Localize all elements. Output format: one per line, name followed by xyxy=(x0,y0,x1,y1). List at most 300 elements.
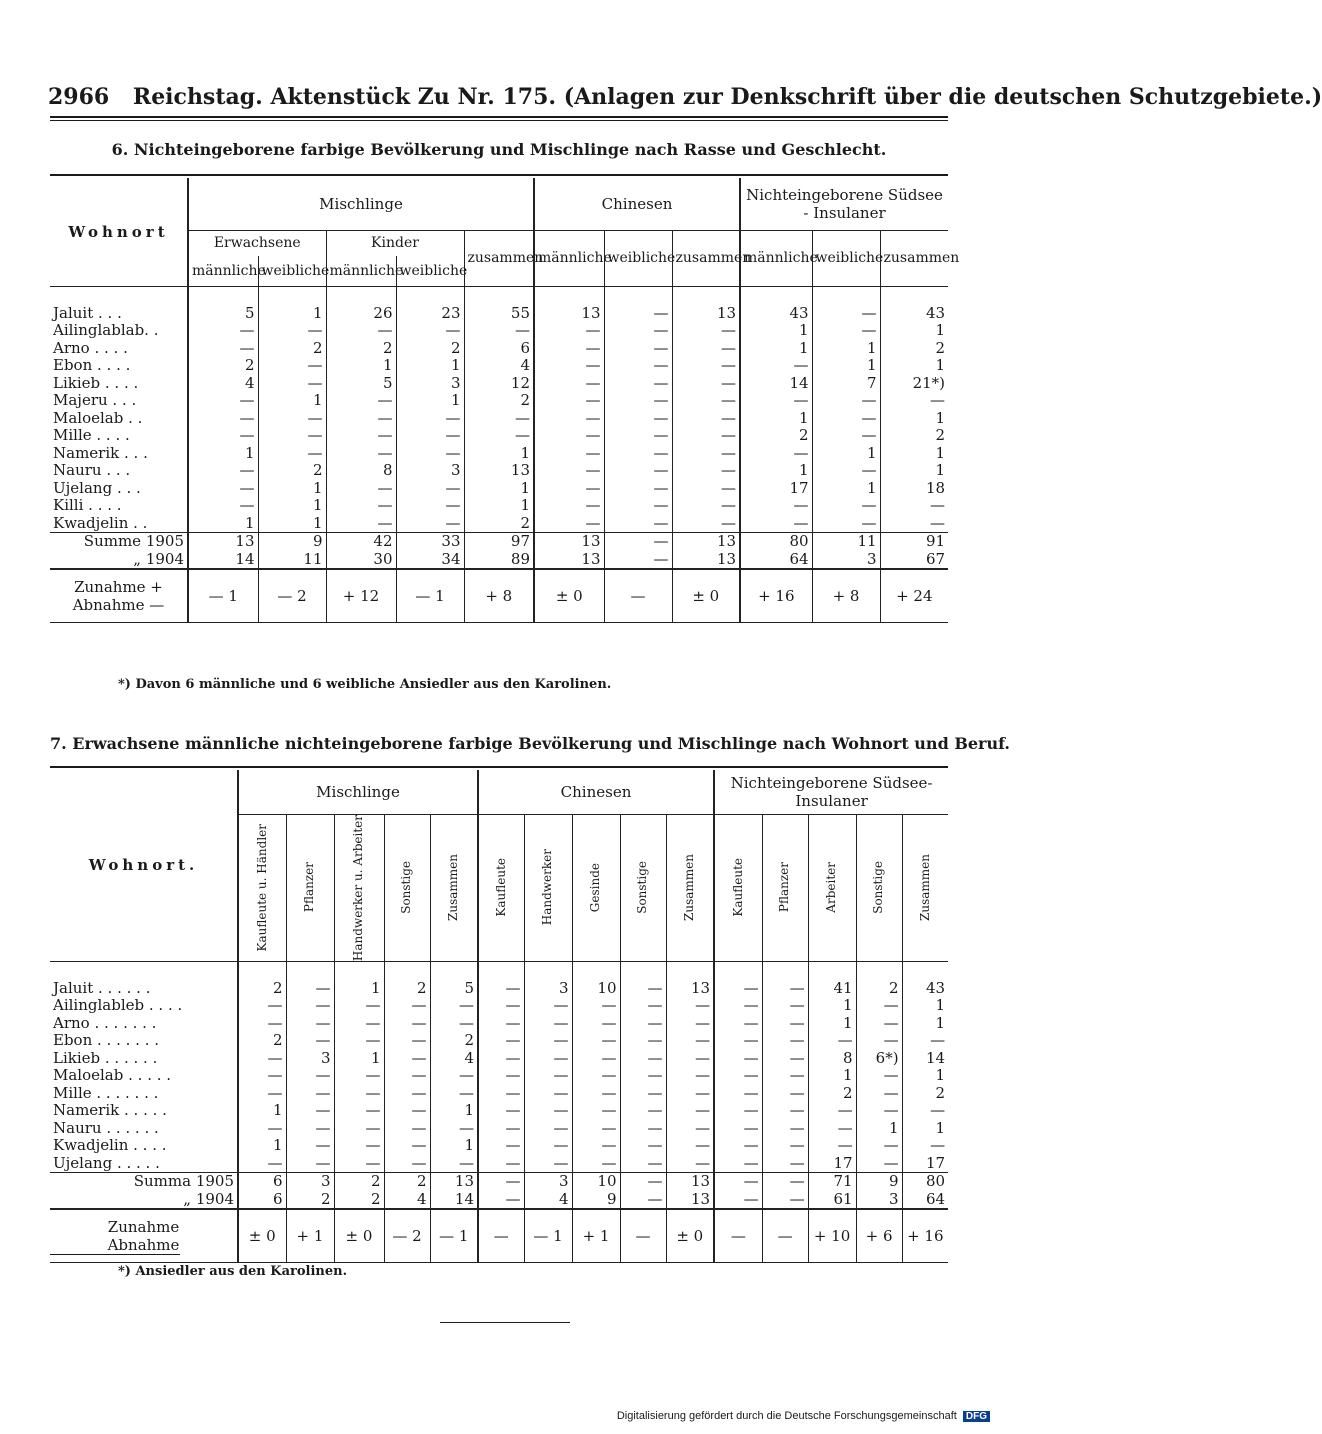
cell-value: — xyxy=(902,1032,948,1050)
cell-value: — xyxy=(334,1155,384,1173)
row-label: Arno . . . . . . . xyxy=(53,1013,157,1032)
cell-value: 3 xyxy=(396,462,464,480)
cell-value: 13 xyxy=(534,286,604,322)
cell-value: 6*) xyxy=(856,1050,902,1068)
table7-col-header xyxy=(334,814,384,961)
decrease-label: Abnahme — xyxy=(72,596,165,614)
cell-value: — xyxy=(464,322,534,340)
header-rule xyxy=(50,116,948,118)
cell-value: 23 xyxy=(396,286,464,322)
cell-value: — xyxy=(396,322,464,340)
cell-value: — xyxy=(188,480,258,498)
table-row xyxy=(50,1050,948,1068)
cell-value: 1 xyxy=(464,445,534,463)
cell-value: 1 xyxy=(808,1015,856,1033)
cell-value: — xyxy=(258,427,326,445)
cell-value: — xyxy=(384,1032,430,1050)
cell-value: 1 xyxy=(258,497,326,515)
cell-value: — xyxy=(620,1120,666,1138)
cell-value: 34 xyxy=(396,551,464,570)
cell-value: — xyxy=(534,515,604,533)
cell-value: — xyxy=(396,445,464,463)
cell-value: 1 xyxy=(334,1050,384,1068)
page-number: 2966 xyxy=(48,84,110,110)
table-row xyxy=(50,445,948,463)
table7-col-header xyxy=(286,814,334,961)
change-value: — xyxy=(478,1209,524,1263)
change-value: + 1 xyxy=(572,1209,620,1263)
cell-value: — xyxy=(604,497,672,515)
cell-value: — xyxy=(524,1015,572,1033)
cell-value: — xyxy=(620,1191,666,1210)
row-label: Kwadjelin . . xyxy=(53,513,148,532)
table7-col-header-text: Sonstige xyxy=(871,861,886,914)
cell-value: — xyxy=(286,1102,334,1120)
cell-value: 17 xyxy=(808,1155,856,1173)
cell-value: 26 xyxy=(326,286,396,322)
cell-value: 1 xyxy=(880,445,948,463)
cell-value: — xyxy=(572,1015,620,1033)
cell-value: 8 xyxy=(808,1050,856,1068)
cell-value: 18 xyxy=(880,480,948,498)
cell-value: — xyxy=(524,1155,572,1173)
cell-value: — xyxy=(672,357,740,375)
cell-value: — xyxy=(258,445,326,463)
cell-value: — xyxy=(326,445,396,463)
cell-value: — xyxy=(762,1032,808,1050)
change-value: + 1 xyxy=(286,1209,334,1263)
change-value: — 1 xyxy=(396,569,464,623)
row-label: Likieb . . . . . . xyxy=(53,1048,158,1067)
cell-value: — xyxy=(384,1085,430,1103)
table7-place-header: Wohnort. xyxy=(50,770,238,961)
cell-value: 5 xyxy=(188,286,258,322)
row-label: Ebon . . . . xyxy=(53,356,131,374)
change-value: + 16 xyxy=(902,1209,948,1263)
cell-value: — xyxy=(666,1155,714,1173)
table-row xyxy=(50,462,948,480)
cell-value: 64 xyxy=(740,551,812,570)
change-value: ± 0 xyxy=(666,1209,714,1263)
table-row xyxy=(50,1032,948,1050)
cell-value: — xyxy=(524,1102,572,1120)
cell-value: — xyxy=(326,322,396,340)
cell-value: — xyxy=(762,997,808,1015)
change-value: — 1 xyxy=(430,1209,478,1263)
cell-value: 1 xyxy=(430,1102,478,1120)
table7-col-header xyxy=(714,814,762,961)
cell-value: — xyxy=(740,515,812,533)
cell-value: 3 xyxy=(286,1050,334,1068)
row-label: Majeru . . . xyxy=(53,391,137,409)
cell-value: 1 xyxy=(258,480,326,498)
cell-value: — xyxy=(714,1085,762,1103)
cell-value: — xyxy=(396,497,464,515)
cell-value: 4 xyxy=(430,1050,478,1068)
change-value: + 10 xyxy=(808,1209,856,1263)
table7-col-header xyxy=(524,814,572,961)
cell-value: 1 xyxy=(326,357,396,375)
cell-value: — xyxy=(812,392,880,410)
cell-value: — xyxy=(384,997,430,1015)
row-label: Jaluit . . . . . . xyxy=(53,978,151,997)
cell-value: — xyxy=(714,997,762,1015)
cell-value: — xyxy=(762,1015,808,1033)
table7-footnote: *) Ansiedler aus den Karolinen. xyxy=(118,1264,348,1279)
table6-col-header: zusammen xyxy=(672,230,740,286)
cell-value: 30 xyxy=(326,551,396,570)
table6-col-header: männliche xyxy=(326,256,396,286)
cell-value: 1 xyxy=(740,322,812,340)
credit-text: Digitalisierung gefördert durch die Deutsche Forschungsgemeinschaft xyxy=(616,1410,957,1422)
cell-value: — xyxy=(238,1067,286,1085)
cell-value: — xyxy=(672,340,740,358)
sum-row-1904 xyxy=(50,1191,948,1210)
cell-value: — xyxy=(672,322,740,340)
table-row xyxy=(50,286,948,322)
cell-value: 3 xyxy=(524,961,572,997)
table6-place-header: Wohnort xyxy=(50,178,188,286)
cell-value: — xyxy=(534,392,604,410)
increase-label: Zunahme xyxy=(107,1218,180,1237)
cell-value: — xyxy=(604,357,672,375)
cell-value: 1 xyxy=(258,515,326,533)
cell-value: — xyxy=(326,497,396,515)
cell-value: 7 xyxy=(812,375,880,393)
cell-value: — xyxy=(334,1015,384,1033)
cell-value: — xyxy=(334,1137,384,1155)
cell-value: — xyxy=(384,1067,430,1085)
table7 xyxy=(50,770,948,1263)
row-label: Nauru . . . . . . xyxy=(53,1118,159,1137)
cell-value: — xyxy=(478,997,524,1015)
cell-value: — xyxy=(856,1137,902,1155)
change-value: + 6 xyxy=(856,1209,902,1263)
cell-value: — xyxy=(238,997,286,1015)
cell-value: 1 xyxy=(902,1120,948,1138)
cell-value: 2 xyxy=(384,1173,430,1191)
change-value: + 16 xyxy=(740,569,812,623)
cell-value: — xyxy=(188,340,258,358)
cell-value: — xyxy=(478,1173,524,1191)
cell-value: — xyxy=(762,1173,808,1191)
cell-value: 4 xyxy=(188,375,258,393)
cell-value: — xyxy=(534,357,604,375)
cell-value: — xyxy=(672,410,740,428)
cell-value: — xyxy=(620,961,666,997)
footnote-rule xyxy=(50,1254,180,1255)
cell-value: 1 xyxy=(238,1102,286,1120)
table-row xyxy=(50,375,948,393)
cell-value: 1 xyxy=(740,410,812,428)
cell-value: — xyxy=(534,480,604,498)
table7-col-header xyxy=(856,814,902,961)
cell-value: — xyxy=(326,392,396,410)
cell-value: — xyxy=(478,1067,524,1085)
cell-value: — xyxy=(856,997,902,1015)
digitization-credit xyxy=(617,1410,990,1422)
cell-value: 13 xyxy=(672,533,740,551)
cell-value: — xyxy=(812,515,880,533)
cell-value: — xyxy=(286,1155,334,1173)
row-label: Summa 1905 xyxy=(50,1173,238,1191)
table7-col-header-text: Sonstige xyxy=(635,861,650,914)
cell-value: — xyxy=(334,1067,384,1085)
table-row xyxy=(50,515,948,533)
cell-value: — xyxy=(902,1102,948,1120)
cell-value: 33 xyxy=(396,533,464,551)
change-value: ± 0 xyxy=(534,569,604,623)
cell-value: 1 xyxy=(880,322,948,340)
cell-value: 9 xyxy=(572,1191,620,1210)
cell-value: 13 xyxy=(188,533,258,551)
table-row xyxy=(50,322,948,340)
cell-value: 12 xyxy=(464,375,534,393)
cell-value: — xyxy=(572,1102,620,1120)
cell-value: — xyxy=(856,1102,902,1120)
cell-value: — xyxy=(384,1050,430,1068)
cell-value: — xyxy=(666,1067,714,1085)
cell-value: — xyxy=(620,1050,666,1068)
change-value: ± 0 xyxy=(238,1209,286,1263)
dfg-logo: DFG xyxy=(963,1411,990,1422)
table-row xyxy=(50,410,948,428)
cell-value: 1 xyxy=(258,286,326,322)
cell-value: 1 xyxy=(812,480,880,498)
cell-value: — xyxy=(604,340,672,358)
cell-value: — xyxy=(620,997,666,1015)
cell-value: — xyxy=(286,1067,334,1085)
cell-value: 2 xyxy=(902,1085,948,1103)
cell-value: — xyxy=(430,1085,478,1103)
sum-row-1905 xyxy=(50,533,948,551)
cell-value: 4 xyxy=(464,357,534,375)
cell-value: 17 xyxy=(740,480,812,498)
change-value: + 24 xyxy=(880,569,948,623)
cell-value: — xyxy=(666,1102,714,1120)
change-value: + 12 xyxy=(326,569,396,623)
cell-value: — xyxy=(604,445,672,463)
table6-col-header: weibliche xyxy=(812,230,880,286)
cell-value: — xyxy=(714,1067,762,1085)
change-row xyxy=(50,569,948,623)
cell-value: — xyxy=(812,410,880,428)
cell-value: — xyxy=(740,445,812,463)
row-label: Ujelang . . . . . xyxy=(53,1153,160,1172)
cell-value: 3 xyxy=(812,551,880,570)
table-row xyxy=(50,340,948,358)
cell-value: — xyxy=(258,375,326,393)
cell-value: — xyxy=(572,1032,620,1050)
cell-value: — xyxy=(188,322,258,340)
cell-value: 5 xyxy=(430,961,478,997)
cell-value: — xyxy=(334,997,384,1015)
cell-value: — xyxy=(238,1155,286,1173)
cell-value: — xyxy=(188,462,258,480)
table6-title: 6. Nichteingeborene farbige Bevölkerung und Mischlinge nach Rasse und Geschlecht. xyxy=(111,140,887,159)
cell-value: 13 xyxy=(534,533,604,551)
cell-value: — xyxy=(478,1155,524,1173)
row-label: „ 1904 xyxy=(133,549,184,568)
row-label: Namerik . . . . . xyxy=(53,1101,167,1120)
table-row xyxy=(50,997,948,1015)
cell-value: — xyxy=(620,1137,666,1155)
table-row xyxy=(50,1120,948,1138)
cell-value: 43 xyxy=(740,286,812,322)
table7-col-header xyxy=(238,814,286,961)
cell-value: 1 xyxy=(188,445,258,463)
cell-value: — xyxy=(620,1032,666,1050)
cell-value: — xyxy=(286,997,334,1015)
table6-col-header: zusammen xyxy=(880,230,948,286)
cell-value: 1 xyxy=(396,392,464,410)
table6-group-mischlinge: Mischlinge xyxy=(188,178,534,230)
table7-col-header-text: Handwerker u. Arbeiter xyxy=(351,814,366,961)
row-label: Arno . . . . xyxy=(53,338,128,357)
cell-value: 11 xyxy=(258,551,326,570)
cell-value: — xyxy=(714,1015,762,1033)
cell-value: — xyxy=(672,480,740,498)
change-value: — xyxy=(620,1209,666,1263)
table7-col-header xyxy=(762,814,808,961)
cell-value: — xyxy=(808,1102,856,1120)
table7-group-insulaner: Nichteingeborene Südsee-Insulaner xyxy=(714,770,948,814)
cell-value: 10 xyxy=(572,1173,620,1191)
cell-value: 4 xyxy=(384,1191,430,1210)
cell-value: 3 xyxy=(856,1191,902,1210)
cell-value: — xyxy=(762,1102,808,1120)
row-label: Nauru . . . xyxy=(53,461,131,479)
cell-value: 2 xyxy=(464,515,534,533)
row-label: Jaluit . . . xyxy=(53,303,122,322)
table7-group-mischlinge: Mischlinge xyxy=(238,770,478,814)
cell-value: — xyxy=(762,1120,808,1138)
cell-value: — xyxy=(534,462,604,480)
cell-value: 3 xyxy=(286,1173,334,1191)
cell-value: — xyxy=(672,497,740,515)
cell-value: — xyxy=(714,1120,762,1138)
cell-value: 8 xyxy=(326,462,396,480)
change-value: — 2 xyxy=(258,569,326,623)
cell-value: — xyxy=(534,375,604,393)
cell-value: — xyxy=(188,392,258,410)
cell-value: — xyxy=(740,392,812,410)
cell-value: — xyxy=(762,1085,808,1103)
change-value: — xyxy=(604,569,672,623)
cell-value: — xyxy=(808,1032,856,1050)
cell-value: — xyxy=(238,1015,286,1033)
cell-value: 2 xyxy=(464,392,534,410)
cell-value: 1 xyxy=(812,445,880,463)
row-label: Namerik . . . xyxy=(53,443,148,462)
cell-value: — xyxy=(672,375,740,393)
sum-row-1905 xyxy=(50,1173,948,1191)
cell-value: — xyxy=(740,357,812,375)
header-rule-thin xyxy=(50,120,948,121)
cell-value: 2 xyxy=(258,462,326,480)
cell-value: — xyxy=(762,1050,808,1068)
cell-value: — xyxy=(258,322,326,340)
cell-value: — xyxy=(334,1032,384,1050)
change-label xyxy=(50,569,188,623)
cell-value: — xyxy=(430,1015,478,1033)
cell-value: 1 xyxy=(812,357,880,375)
change-value: ± 0 xyxy=(672,569,740,623)
cell-value: — xyxy=(238,1050,286,1068)
cell-value: — xyxy=(856,1085,902,1103)
table7-col-header-text: Arbeiter xyxy=(824,862,839,913)
table-row xyxy=(50,1085,948,1103)
change-value: + 8 xyxy=(464,569,534,623)
cell-value: — xyxy=(384,1120,430,1138)
cell-value: 2 xyxy=(188,357,258,375)
cell-value: 1 xyxy=(258,392,326,410)
cell-value: 14 xyxy=(188,551,258,570)
table6-subgroup-kinder: Kinder xyxy=(326,230,464,256)
cell-value: — xyxy=(524,997,572,1015)
table-row xyxy=(50,1137,948,1155)
table6-group-insulaner: Nichteingeborene Südsee - Insulaner xyxy=(740,178,948,230)
cell-value: — xyxy=(286,1137,334,1155)
table6-top-rule xyxy=(50,174,948,176)
cell-value: — xyxy=(478,1120,524,1138)
cell-value: — xyxy=(714,1102,762,1120)
cell-value: 13 xyxy=(464,462,534,480)
cell-value: — xyxy=(812,497,880,515)
cell-value: — xyxy=(286,961,334,997)
cell-value: 2 xyxy=(856,961,902,997)
cell-value: 9 xyxy=(856,1173,902,1191)
table7-col-header-text: Handwerker xyxy=(540,849,555,926)
cell-value: — xyxy=(286,1015,334,1033)
cell-value: — xyxy=(672,427,740,445)
cell-value: — xyxy=(604,375,672,393)
cell-value: 2 xyxy=(808,1085,856,1103)
cell-value: — xyxy=(430,1120,478,1138)
cell-value: — xyxy=(534,340,604,358)
cell-value: — xyxy=(286,1120,334,1138)
cell-value: — xyxy=(714,1137,762,1155)
cell-value: — xyxy=(188,427,258,445)
cell-value: — xyxy=(478,1102,524,1120)
cell-value: — xyxy=(714,1050,762,1068)
cell-value: — xyxy=(762,1155,808,1173)
cell-value: 14 xyxy=(740,375,812,393)
cell-value: — xyxy=(762,1067,808,1085)
cell-value: — xyxy=(238,1120,286,1138)
cell-value: — xyxy=(572,1067,620,1085)
cell-value: 14 xyxy=(430,1191,478,1210)
cell-value: — xyxy=(672,515,740,533)
cell-value: — xyxy=(396,515,464,533)
cell-value: — xyxy=(524,1085,572,1103)
cell-value: 13 xyxy=(666,1191,714,1210)
cell-value: 13 xyxy=(672,286,740,322)
increase-label: Zunahme + xyxy=(74,578,163,596)
cell-value: — xyxy=(604,286,672,322)
cell-value: — xyxy=(714,1155,762,1173)
cell-value: 2 xyxy=(880,427,948,445)
cell-value: — xyxy=(672,462,740,480)
cell-value: 1 xyxy=(880,410,948,428)
cell-value: 2 xyxy=(740,427,812,445)
table6-group-chinesen: Chinesen xyxy=(534,178,740,230)
table6 xyxy=(50,178,960,623)
cell-value: 1 xyxy=(740,340,812,358)
cell-value: — xyxy=(808,1120,856,1138)
cell-value: — xyxy=(714,961,762,997)
cell-value: — xyxy=(478,961,524,997)
